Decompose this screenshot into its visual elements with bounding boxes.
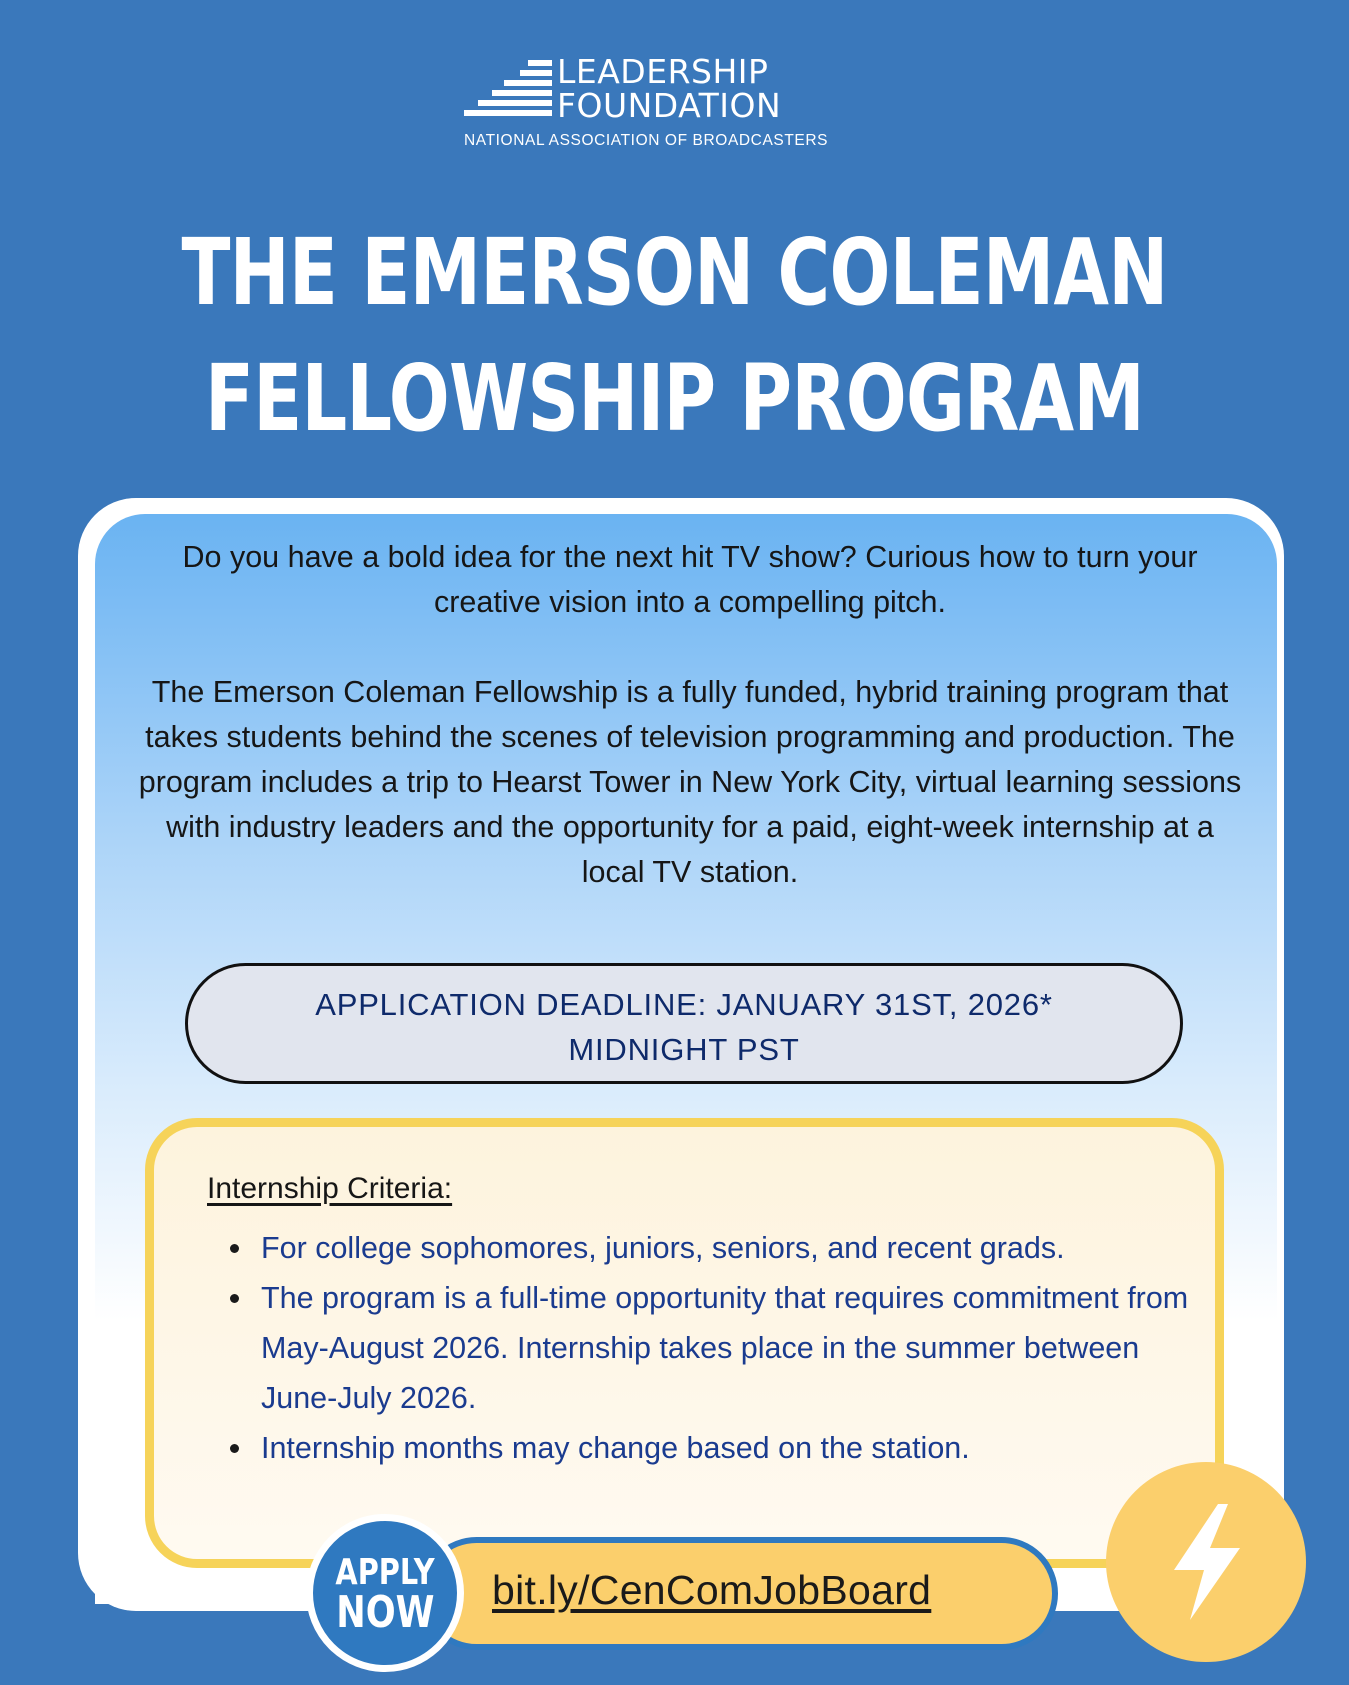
lightning-badge — [1106, 1462, 1306, 1662]
apply-label: APPLY — [335, 1552, 435, 1593]
lightning-bolt-icon — [1156, 1504, 1256, 1620]
bullet-icon — [230, 1244, 239, 1253]
criteria-list — [230, 1223, 1190, 1473]
page-title — [148, 210, 1200, 462]
intro-paragraph-2: The Emerson Coleman Fellowship is a fully funded, hybrid training program that takes students behind the scenes of television programming and production. The program includes a trip to Hearst Tower in New York City, virtual learning sessions with industry leaders and the opportunity for a paid, eight-week internship at a local TV station. — [138, 675, 1242, 889]
apply-link[interactable]: bit.ly/CenComJobBoard — [492, 1567, 932, 1613]
logo-line-leadership: LEADERSHIP — [557, 52, 769, 91]
logo-line-foundation: FOUNDATION — [557, 86, 782, 125]
title-line-1: THE EMERSON COLEMAN — [181, 219, 1168, 326]
stair-steps-logo-icon — [464, 60, 552, 120]
list-item — [230, 1273, 1190, 1423]
apply-now-button[interactable] — [306, 1514, 464, 1672]
criteria-item-text: For college sophomores, juniors, seniors, and recent grads. — [261, 1231, 1065, 1265]
deadline-pill — [185, 963, 1183, 1084]
deadline-date: APPLICATION DEADLINE: JANUARY 31ST, 2026* — [315, 987, 1053, 1022]
criteria-item-text: The program is a full-time opportunity that requires commitment from May-August 2026. Internship takes place in the summer between June-July 2026. — [261, 1281, 1189, 1415]
leadership-foundation-logo — [464, 52, 884, 152]
criteria-title: Internship Criteria: — [207, 1172, 453, 1205]
bullet-icon — [230, 1444, 239, 1453]
bullet-icon — [230, 1294, 239, 1303]
deadline-time: MIDNIGHT PST — [568, 1032, 800, 1067]
now-label: NOW — [335, 1587, 435, 1638]
title-line-2: FELLOWSHIP PROGRAM — [204, 345, 1145, 452]
intro-paragraph-1: Do you have a bold idea for the next hit TV show? Curious how to turn your creative vision into a compelling pitch. — [182, 540, 1198, 619]
intro-text — [135, 535, 1245, 895]
list-item — [230, 1223, 1190, 1273]
logo-subtitle: NATIONAL ASSOCIATION OF BROADCASTERS — [464, 132, 829, 149]
list-item — [230, 1423, 1190, 1473]
criteria-item-text: Internship months may change based on the station. — [261, 1431, 970, 1465]
